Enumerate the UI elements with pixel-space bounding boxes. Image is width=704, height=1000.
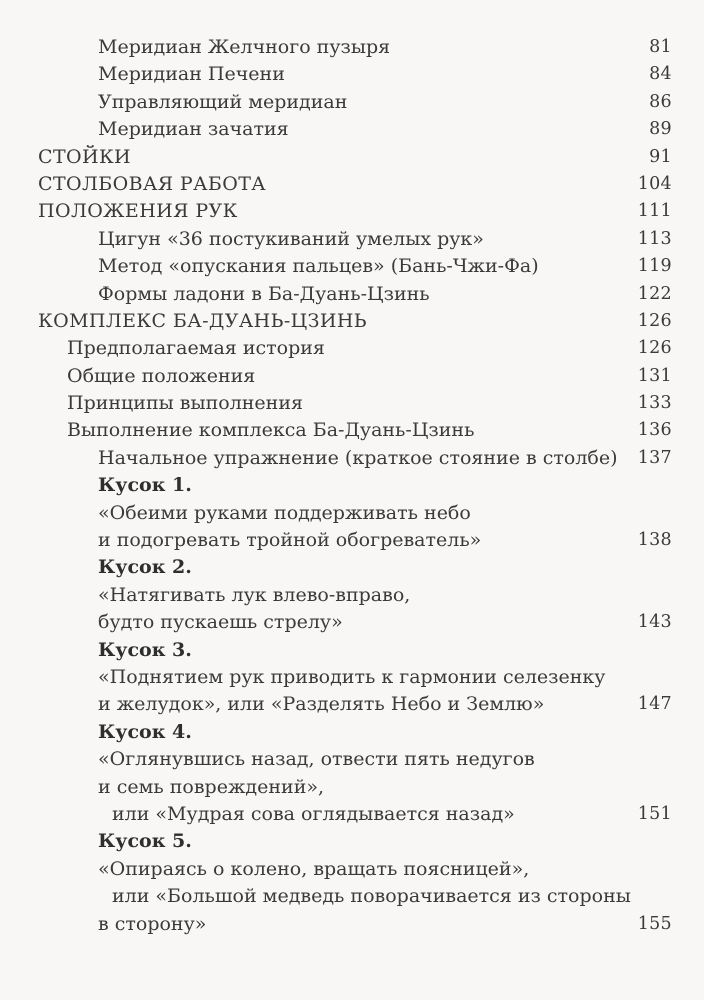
toc-entry <box>38 609 672 636</box>
toc-page-number: 126 <box>637 310 672 331</box>
toc-entry <box>38 144 672 171</box>
toc-entry <box>38 89 672 116</box>
toc-entry-title: и подогревать тройной обогреватель» <box>98 529 482 552</box>
toc-entry-title: и семь повреждений», <box>98 775 325 798</box>
toc-entry <box>38 774 672 801</box>
toc-entry <box>38 363 672 390</box>
toc-page-number: 143 <box>637 612 672 633</box>
toc-entry-title: Меридиан Печени <box>98 63 285 86</box>
toc-entry-title: Меридиан зачатия <box>98 118 289 141</box>
toc-page-number: 84 <box>649 64 672 85</box>
toc-entry-title: Выполнение комплекса Ба-Дуань-Цзинь <box>67 419 475 442</box>
toc-entry <box>38 308 672 335</box>
toc-entry <box>38 582 672 609</box>
toc-entry-title: Кусок 4. <box>98 720 192 743</box>
toc-entry-title: «Натягивать лук влево-вправо, <box>98 583 411 606</box>
toc-page-number: 155 <box>637 913 672 934</box>
toc-page-number: 147 <box>637 694 672 715</box>
toc-entry <box>38 281 672 308</box>
toc-entry <box>38 417 672 444</box>
toc-entry-title: «Оглянувшись назад, отвести пять недугов <box>98 748 535 771</box>
toc-page-number: 86 <box>649 91 672 112</box>
toc-entry-title: будто пускаешь стрелу» <box>98 611 343 634</box>
toc-page-number: 138 <box>637 530 672 551</box>
toc-entry-title: ПОЛОЖЕНИЯ РУК <box>38 200 238 223</box>
toc-entry-title: Кусок 5. <box>98 830 192 853</box>
toc-entry-title: Управляющий меридиан <box>98 90 348 113</box>
toc-page-number: 111 <box>637 201 672 222</box>
toc-entry <box>38 198 672 225</box>
toc-entry <box>38 911 672 938</box>
toc-entry-title: Принципы выполнения <box>67 392 303 415</box>
toc-page-number: 122 <box>637 283 672 304</box>
toc-entry <box>38 226 672 253</box>
toc-entry-title: Начальное упражнение (краткое стояние в столбе) <box>98 446 618 469</box>
toc-entry-title: или «Большой медведь поворачивается из стороны <box>112 885 631 908</box>
toc-entry-title: СТОЛБОВАЯ РАБОТА <box>38 172 267 195</box>
toc-entry-title: «Поднятием рук приводить к гармонии селезенку <box>98 665 606 688</box>
toc-entry-title: СТОЙКИ <box>38 145 132 168</box>
toc-page-number: 131 <box>637 365 672 386</box>
toc-page-number: 89 <box>649 119 672 140</box>
toc-page-number: 104 <box>637 173 672 194</box>
toc-section-heading <box>38 637 672 664</box>
toc-entry-title: КОМПЛЕКС БА-ДУАНЬ-ЦЗИНЬ <box>38 309 367 332</box>
toc-entry-title: Общие положения <box>67 364 256 387</box>
toc-entry <box>38 500 672 527</box>
toc-entry-title: Кусок 2. <box>98 556 192 579</box>
toc-entry-title: Цигун «36 постукиваний умелых рук» <box>98 227 484 250</box>
toc-entry-title: Кусок 3. <box>98 638 192 661</box>
toc-entry <box>38 664 672 691</box>
toc-page-number: 113 <box>637 228 672 249</box>
toc-entry-title: в сторону» <box>98 912 207 935</box>
toc-entry-title: Меридиан Желчного пузыря <box>98 36 391 58</box>
toc-entry <box>38 691 672 718</box>
toc-entry-title: и желудок», или «Разделять Небо и Землю» <box>98 693 545 716</box>
table-of-contents <box>38 34 672 938</box>
toc-section-heading <box>38 472 672 499</box>
toc-entry-title: Предполагаемая история <box>67 337 325 360</box>
toc-entry <box>38 801 672 828</box>
toc-page-number: 133 <box>637 393 672 414</box>
toc-entry <box>38 390 672 417</box>
toc-entry-title: Формы ладони в Ба-Дуань-Цзинь <box>98 282 430 305</box>
toc-entry-title: «Опираясь о колено, вращать поясницей», <box>98 857 530 880</box>
toc-entry <box>38 253 672 280</box>
toc-page-number: 119 <box>637 256 672 277</box>
toc-page-number: 81 <box>649 37 672 57</box>
toc-entry-title: Метод «опускания пальцев» (Бань-Чжи-Фа) <box>98 255 539 278</box>
toc-entry <box>38 883 672 910</box>
toc-page-number: 91 <box>649 146 672 167</box>
toc-page-number: 136 <box>637 420 672 441</box>
toc-entry <box>38 856 672 883</box>
toc-entry <box>38 527 672 554</box>
toc-entry-title: «Обеими руками поддерживать небо <box>98 501 471 524</box>
toc-page-number: 126 <box>637 338 672 359</box>
toc-entry <box>38 171 672 198</box>
toc-entry-title: Кусок 1. <box>98 474 192 497</box>
toc-entry <box>38 116 672 143</box>
toc-section-heading <box>38 554 672 581</box>
toc-entry <box>38 61 672 88</box>
toc-entry <box>38 746 672 773</box>
toc-section-heading <box>38 719 672 746</box>
toc-page-number: 137 <box>637 447 672 468</box>
toc-page-number: 151 <box>637 803 672 824</box>
toc-entry-title: или «Мудрая сова оглядывается назад» <box>112 802 515 825</box>
toc-section-heading <box>38 828 672 855</box>
toc-entry <box>38 335 672 362</box>
toc-entry <box>38 34 672 61</box>
toc-entry <box>38 445 672 472</box>
